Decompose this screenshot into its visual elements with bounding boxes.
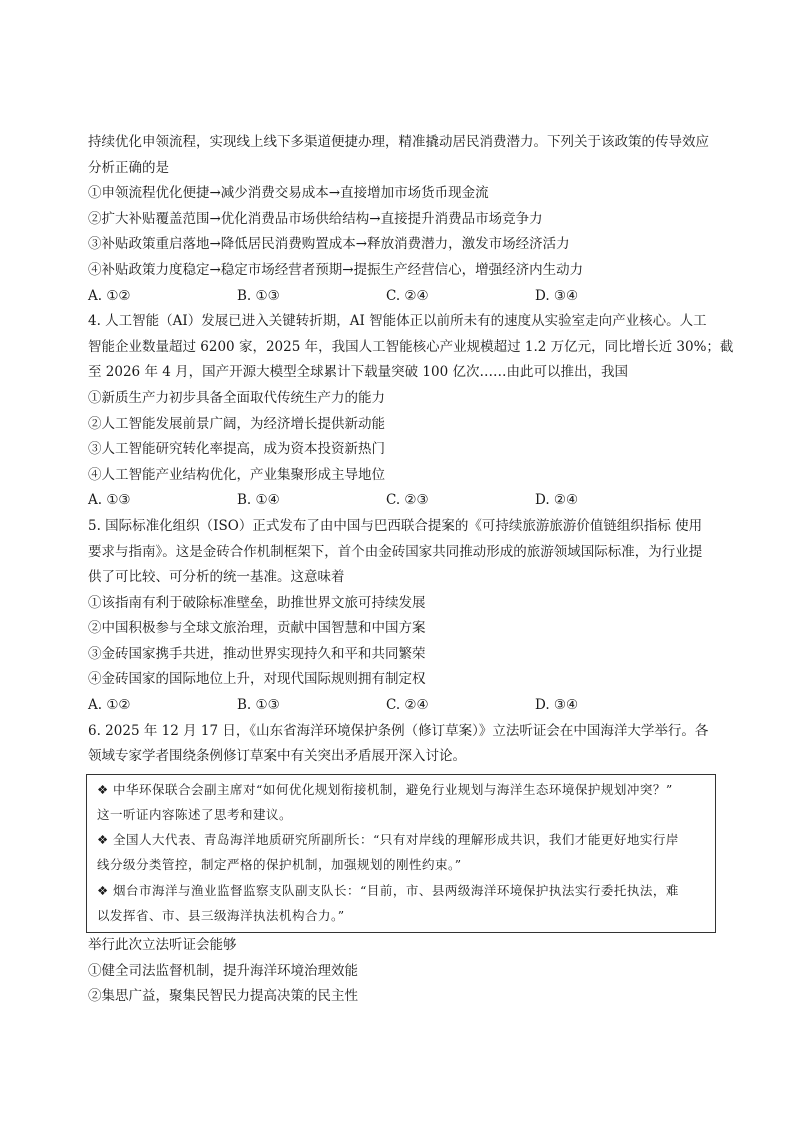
question-3-stem-line-1: 持续优化申领流程，实现线上线下多渠道便捷办理，精准撬动居民消费潜力。下列关于该政策的传导效应	[88, 134, 709, 150]
question-5-statement-2: ②中国积极参与全球文旅治理，贡献中国智慧和中国方案	[88, 620, 426, 637]
question-5-statement-1: ①该指南有利于破除标准壁垒，助推世界文旅可持续发展	[88, 594, 426, 611]
question-4	[88, 309, 734, 514]
question-5-stem-line-2: 要求与指南》。这是金砖合作机制框架下，首个由金砖国家共同推动形成的旅游领域国际标准，为行业提	[88, 543, 703, 560]
question-6	[88, 719, 716, 1010]
question-4-options	[88, 488, 716, 514]
question-4-option-c: C. ②③	[386, 492, 429, 509]
question-3-statement-4: ④补贴政策力度稳定→稳定市场经营者预期→提振生产经营信心，增强经济内生动力	[88, 261, 584, 278]
question-6-prompt: 举行此次立法听证会能够	[88, 936, 237, 953]
question-3-statement-2: ②扩大补贴覆盖范围→优化消费品市场供给结构→直接提升消费品市场竞争力	[88, 210, 543, 227]
diamond-bullet-icon: ❖	[97, 832, 109, 848]
question-6-stem-line-2: 领域专家学者围绕条例修订草案中有关突出矛盾展开深入讨论。	[88, 748, 466, 765]
question-5-option-d: D. ③④	[535, 697, 579, 714]
question-4-statement-3: ③人工智能研究转化率提高，成为资本投资新热门	[88, 441, 385, 458]
question-3-option-b: B. ①③	[237, 287, 280, 304]
question-6-stem-line-1: 6. 2025 年 12 月 17 日，《山东省海洋环境保护条例（修订草案）》立法听证会在中国海洋大学举行。各	[88, 722, 709, 739]
hearing-quote-box	[86, 774, 716, 933]
question-3-statement-1: ①申领流程优化便捷→减少消费交易成本→直接增加市场货币现金流	[88, 185, 489, 202]
quote-line-2: 这一听证内容陈述了思考和建议。	[97, 807, 293, 823]
diamond-bullet-icon: ❖	[97, 781, 109, 797]
question-3-options	[88, 284, 716, 310]
question-4-option-a: A. ①③	[88, 492, 131, 509]
question-3-option-d: D. ③④	[535, 287, 579, 304]
question-3-option-a: A. ①②	[88, 287, 131, 304]
question-3	[88, 130, 716, 309]
question-5-option-b: B. ①③	[237, 697, 280, 714]
question-4-stem-line-2: 智能企业数量超过 6200 家，2025 年，我国人工智能核心产业规模超过 1.2 万亿元，同比增长近 30%；截	[88, 338, 734, 355]
question-5-option-a: A. ①②	[88, 697, 131, 714]
question-5-statement-4: ④金砖国家的国际地位上升，对现代国际规则拥有制定权	[88, 671, 426, 688]
question-4-option-d: D. ②④	[535, 492, 579, 509]
quote-line-3: ❖ 全国人大代表、青岛海洋地质研究所副所长：“只有对岸线的理解形成共识，我们才能更好地实行岸	[97, 827, 705, 852]
question-5-statement-3: ③金砖国家携手共进，推动世界实现持久和平和共同繁荣	[88, 645, 426, 662]
quote-line-4: 线分级分类管控，制定严格的保护机制，加强规划的刚性约束。”	[97, 857, 462, 873]
quote-line-1: ❖ 中华环保联合会副主席对“如何优化规划衔接机制，避免行业规划与海洋生态环境保护规划冲突？”	[97, 777, 705, 802]
question-4-stem-line-1: 4. 人工智能（AI）发展已进入关键转折期，AI 智能体正以前所未有的速度从实验室走向产业核心。人工	[88, 313, 707, 330]
question-5	[88, 514, 716, 719]
question-5-stem-line-3: 供了可比较、可分析的统一基准。这意味着	[88, 569, 345, 586]
question-4-option-b: B. ①④	[237, 492, 280, 509]
question-4-statement-1: ①新质生产力初步具备全面取代传统生产力的能力	[88, 389, 385, 406]
diamond-bullet-icon: ❖	[97, 882, 109, 898]
question-6-statement-2: ②集思广益，聚集民智民力提高决策的民主性	[88, 988, 358, 1005]
question-3-option-c: C. ②④	[386, 287, 429, 304]
question-5-stem-line-1: 5. 国际标准化组织（ISO）正式发布了由中国与巴西联合提案的《可持续旅游旅游价值链组织指标 使用	[88, 517, 703, 534]
question-3-stem-line-2: 分析正确的是	[88, 159, 169, 176]
question-3-statement-3: ③补贴政策重启落地→降低居民消费购置成本→释放消费潜力，激发市场经济活力	[88, 236, 570, 253]
question-4-stem-line-3: 至 2026 年 4 月，国产开源大模型全球累计下载量突破 100 亿次……由此可以推出，我国	[88, 364, 628, 381]
question-4-statement-4: ④人工智能产业结构优化，产业集聚形成主导地位	[88, 466, 385, 483]
question-5-option-c: C. ②④	[386, 697, 429, 714]
quote-line-6: 以发挥省、市、县三级海洋执法机构合力。”	[97, 907, 345, 923]
question-6-statement-1: ①健全司法监督机制，提升海洋环境治理效能	[88, 962, 358, 979]
question-4-statement-2: ②人工智能发展前景广阔，为经济增长提供新动能	[88, 415, 385, 432]
page-content	[88, 130, 734, 1010]
quote-line-5: ❖ 烟台市海洋与渔业监督监察支队副支队长：“目前，市、县两级海洋环境保护执法实行委托执法，难	[97, 878, 705, 903]
question-5-options	[88, 693, 716, 719]
